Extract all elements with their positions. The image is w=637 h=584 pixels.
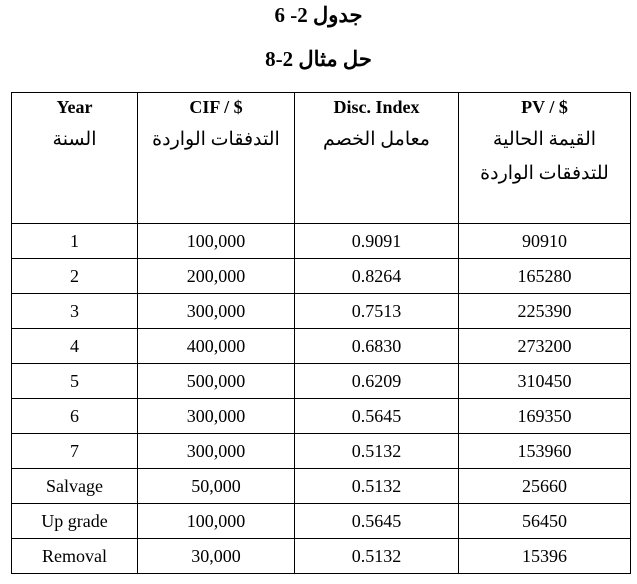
pv-cell: 25660: [459, 469, 631, 504]
year-cell: 4: [12, 329, 138, 364]
table-row: [12, 469, 631, 504]
header-cif-en: CIF / $: [189, 97, 243, 117]
pv-cell: 153960: [459, 434, 631, 469]
year-cell: 6: [12, 399, 138, 434]
table-row: [12, 259, 631, 294]
disc-index-cell: 0.9091: [295, 224, 459, 259]
table-row: [12, 434, 631, 469]
pv-cell: 15396: [459, 539, 631, 574]
disc-index-cell: 0.6830: [295, 329, 459, 364]
disc-index-cell: 0.8264: [295, 259, 459, 294]
table-title-caption: حل مثال 2-8: [265, 47, 372, 71]
pv-cell: 90910: [459, 224, 631, 259]
pv-cell: 165280: [459, 259, 631, 294]
disc-index-cell: 0.6209: [295, 364, 459, 399]
table-body: [12, 224, 631, 574]
header-pv-ar: القيمة الحالية: [492, 129, 597, 150]
cif-cell: 300,000: [138, 399, 295, 434]
disc-index-cell: 0.5132: [295, 539, 459, 574]
disc-index-cell: 0.5132: [295, 469, 459, 504]
pv-cell: 310450: [459, 364, 631, 399]
header-year: [12, 93, 138, 224]
cif-cell: 500,000: [138, 364, 295, 399]
header-pv-ar-line2: للتدفقات الواردة: [480, 163, 609, 184]
pv-cell: 56450: [459, 504, 631, 539]
pv-cell: 169350: [459, 399, 631, 434]
year-cell: 1: [12, 224, 138, 259]
header-year-en: Year: [56, 97, 93, 117]
year-cell: 3: [12, 294, 138, 329]
cif-cell: 100,000: [138, 224, 295, 259]
pv-cell: 225390: [459, 294, 631, 329]
table-row: [12, 539, 631, 574]
present-value-table: [11, 92, 631, 574]
table-header-row: [12, 93, 631, 224]
header-cif-ar: التدفقات الواردة: [152, 129, 280, 150]
cif-cell: 300,000: [138, 294, 295, 329]
disc-index-cell: 0.5645: [295, 399, 459, 434]
header-disc-index: [295, 93, 459, 224]
cif-cell: 50,000: [138, 469, 295, 504]
disc-index-cell: 0.5132: [295, 434, 459, 469]
table-row: [12, 399, 631, 434]
table-row: [12, 329, 631, 364]
year-cell: Removal: [12, 539, 138, 574]
table-row: [12, 224, 631, 259]
cif-cell: 100,000: [138, 504, 295, 539]
header-cif: [138, 93, 295, 224]
table-row: [12, 364, 631, 399]
header-pv: [459, 93, 631, 224]
year-cell: Salvage: [12, 469, 138, 504]
header-pv-en: PV / $: [521, 97, 568, 117]
year-cell: 7: [12, 434, 138, 469]
year-cell: 2: [12, 259, 138, 294]
disc-index-cell: 0.7513: [295, 294, 459, 329]
disc-index-cell: 0.5645: [295, 504, 459, 539]
table-number-caption: جدول 2- 6: [274, 3, 363, 27]
cif-cell: 400,000: [138, 329, 295, 364]
pv-cell: 273200: [459, 329, 631, 364]
year-cell: 5: [12, 364, 138, 399]
header-disc-index-en: Disc. Index: [333, 97, 420, 117]
table-row: [12, 294, 631, 329]
cif-cell: 30,000: [138, 539, 295, 574]
header-year-ar: السنة: [52, 129, 97, 150]
header-disc-index-ar: معامل الخصم: [323, 129, 430, 150]
year-cell: Up grade: [12, 504, 138, 539]
cif-cell: 300,000: [138, 434, 295, 469]
table-row: [12, 504, 631, 539]
cif-cell: 200,000: [138, 259, 295, 294]
